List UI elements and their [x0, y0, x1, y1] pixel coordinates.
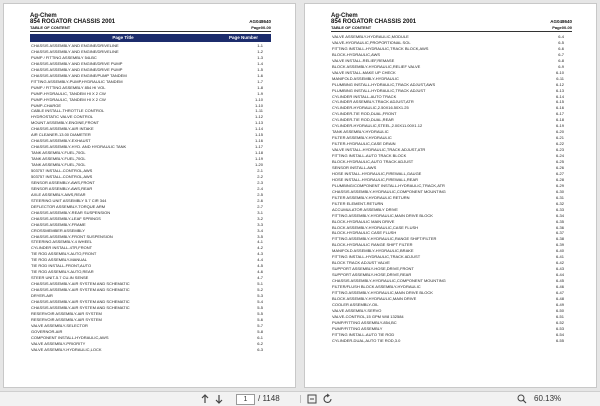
toc-entry-page: 6-39 — [555, 242, 564, 248]
toc-entry-title: CHASSIS ASSEMBLY-EXHAUST — [31, 138, 91, 144]
toc-entry-title: FILTER/FLUSH BLOCK ASSEMBLY-HYDRAULIC — [332, 284, 421, 290]
toc-entry-title: CHASSIS ASSEMBLY-REAR SUSPENSION — [31, 209, 111, 215]
toc-entry-page: 6-17 — [555, 111, 564, 117]
toc-entry-title: CHASSIS ASSEMBLY AND ENGINE/DRIVE PUMP — [31, 60, 123, 66]
toc-entry-page: 4-4 — [257, 257, 263, 263]
toc-entry-title: HYDROSTATIC VALVE CONTROL — [31, 114, 94, 120]
toc-entry-title: BLOCK ASSEMBLY-HYDRAULIC,MAIN DRIVE — [332, 295, 417, 301]
toc-entry-page: 6-4 — [558, 34, 564, 39]
toc-entry-page: 6-34 — [555, 212, 564, 218]
toc-entry-page: 1-15 — [254, 132, 263, 138]
rotate-icon — [322, 392, 334, 406]
toc-entry-title: CABLE INSTALL-THROTTLE CONTROL — [31, 108, 105, 114]
toc-entry-title: PUMP / FITTING ASSEMBLY 54LBC — [31, 54, 97, 60]
header-rule — [30, 31, 271, 32]
zoom-level[interactable]: 60.13% — [534, 394, 562, 403]
toc-entry-title: 503757 INSTALL-CONTROL,AWS — [31, 173, 93, 179]
toc-entry-page: 5-8 — [257, 328, 263, 334]
toc-entry-title: CHASSIS ASSEMBLY-AIR SYSTEM AND SCHEMATIC — [31, 304, 130, 310]
toc-entry-title: CHASSIS ASSEMBLY-AIR SYSTEM AND SCHEMATIC — [31, 281, 130, 287]
toc-entry-title: TANK ASSEMBLY-FUEL,70GL — [31, 156, 86, 162]
toc-entry-page: 2-3 — [257, 179, 263, 185]
toc-entry-title: CHASSIS ASSEMBLY-HYDRAULIC,COMPONENT MOUNTING — [332, 278, 446, 284]
toc-entry-page: 4-6 — [257, 269, 263, 275]
toc-entry-page: 6-3 — [257, 346, 263, 352]
toc-entry-page: 6-18 — [555, 117, 564, 123]
toc-entry-title: DEFLECTOR ASSEMBLY-TORQUE ARM — [31, 203, 106, 209]
toc-entry-page: 6-9 — [558, 63, 564, 69]
toc-entry-title: SUPPORT ASSEMBLY-HOSE,DRIVE,FRONT — [332, 266, 414, 272]
toc-entry-page: 6-41 — [555, 254, 564, 260]
toc-entry-title: CYLINDER INSTALL-AUTO TRACK — [332, 93, 397, 99]
toc-entry-page: 6-38 — [555, 236, 564, 242]
toc-entry-page: 6-31 — [555, 194, 564, 200]
toc-row[interactable] — [30, 347, 271, 353]
toc-entry-page: 6-23 — [555, 147, 564, 153]
toc-entry-title: FILTER-HYDRAULIC,CASE DRAIN — [332, 141, 396, 147]
toc-entry-title: PLUMBING INSTALL-HYDRAULIC,TRACK ADJUST,AWS — [332, 81, 436, 87]
document-subtitle: TABLE OF CONTENT — [30, 25, 71, 30]
toc-header — [30, 34, 271, 42]
toc-header-title: Page Title — [112, 35, 134, 40]
toc-entry-title: PUMP/FITTING ASSEMBLY-854,BC — [332, 319, 397, 325]
toc-entry-title: SENSOR INSTALL-AWS — [332, 164, 377, 170]
toc-entry-title: TIE ROD ASSEMBLY-MANUAL — [31, 257, 88, 263]
toc-entry-page: 1-16 — [254, 138, 263, 144]
toc-entry-title: FITTING INSTALL-HYDRAULIC,TRACK BLOCK,AWS — [332, 45, 429, 51]
toc-entry-page: 5-7 — [257, 322, 263, 328]
toc-entry-title: VALVE ASSEMBLY-HYDRAULIC,LOCK — [31, 346, 102, 352]
toc-entry-title: CYLINDER-TIE ROD,DUAL,FRONT — [332, 111, 397, 117]
toc-entry-title: STEER UNIT-5.7 CU-IN SENSE — [31, 275, 89, 281]
toc-entry-title: CYLINDER ASSEMBLY-TRACK ADJUST,ATR — [332, 99, 414, 105]
toc-entry-title: FITTING ASSEMBLY-HYDRAULIC,MAIN DRIVE BLOCK — [332, 212, 433, 218]
toc-entry-title: TANK ASSEMBLY-FUEL,70GL — [31, 162, 86, 168]
toc-entry-page: 6-11 — [556, 75, 564, 81]
toc-entry-page: 1-20 — [254, 162, 263, 168]
toc-entry-page: 2-1 — [257, 168, 263, 174]
toc-entry-page: 6-32 — [555, 200, 564, 206]
toc-entry-page: 6-1 — [257, 334, 263, 340]
toc-entry-title: GOVERNOR-AIR — [31, 328, 63, 334]
toc-entry-title: VALVE INSTALL-RELIEF,REMASE — [332, 57, 395, 63]
toc-entry-title: CHASSIS ASSEMBLY-HYD. AND HYDRAULIC TANK — [31, 144, 127, 150]
toc-entry-title: TIE ROD INSTALL-FRONT,AUTO — [31, 263, 92, 269]
toc-entry-page: 1-3 — [257, 54, 263, 60]
toc-entry-page: 6-53 — [555, 325, 564, 331]
prev-page-button[interactable] — [200, 392, 210, 406]
toc-entry-page: 6-36 — [555, 224, 564, 230]
toc-entry-page: 3-5 — [257, 233, 263, 239]
toc-entry-page: 1-4 — [257, 60, 263, 66]
header-rule — [331, 31, 572, 32]
toc-entry-page: 6-46 — [555, 284, 564, 290]
toc-entry-title: AIR CLEANER-13.00 DIAMETER — [31, 132, 91, 138]
toc-entry-title: CYLINDER INSTALL-4TR,FRONT — [31, 245, 93, 251]
document-page-right — [304, 3, 597, 388]
toc-entry-page: 6-26 — [555, 164, 564, 170]
toc-entry-page: 3-3 — [257, 221, 263, 227]
toc-entry-title: COOLER ASSEMBLY-OIL — [332, 301, 379, 307]
toc-entry-page: 6-22 — [555, 141, 564, 147]
toc-entry-page: 6-6 — [558, 45, 564, 51]
arrow-down-icon — [214, 392, 224, 406]
toc-entry-page: 4-1 — [257, 239, 263, 245]
toc-entry-page: 3-2 — [257, 215, 263, 221]
toc-entry-title: 503757 INSTALL-CONTROL,AWS — [31, 168, 93, 174]
toc-entry-page: 6-21 — [555, 135, 564, 141]
toc-entry-page: 1-5 — [257, 66, 263, 72]
fit-page-button[interactable] — [306, 392, 318, 406]
toc-entry-page: 6-24 — [555, 153, 564, 159]
toc-entry-title: BLOCK-HYDRAULIC RANGE SHIFT FILTER — [332, 242, 413, 248]
toc-entry-title: SENSOR ASSEMBLY-AWS,REAR — [31, 185, 93, 191]
document-title: 854 ROGATOR CHASSIS 2001 — [30, 19, 116, 25]
toc-entry-page: 5-2 — [257, 287, 263, 293]
fit-page-icon — [306, 392, 318, 406]
toc-entry-page: 1-6 — [257, 72, 263, 78]
toc-entry-title: VALVE INSTALL-MAKE UP CHECK — [332, 69, 396, 75]
toc-entry-page: 6-20 — [555, 129, 564, 135]
toc-entry-title: VALVE INSTALL-HYDRAULIC,TRACK ADJUST,ATR — [332, 147, 426, 153]
toc-entry-page: 4-3 — [257, 251, 263, 257]
toc-entry-page: 2-6 — [257, 197, 263, 203]
toc-entry-page: 3-1 — [257, 209, 263, 215]
toc-entry-title: ACCUMULATOR ASSEMBLY DRIVE — [332, 206, 398, 212]
toc-entry-title: VALVE ASSEMBLY-SERVO — [332, 307, 382, 313]
toc-entry-page: 6-10 — [555, 69, 564, 75]
toc-entry-title: CHASSIS ASSEMBLY-FRONT SUSPENSION — [31, 233, 113, 239]
toc-entry-page: 6-33 — [555, 206, 564, 212]
toc-entry-title: STEERING ASSEMBLY-4 WHEEL — [31, 239, 93, 245]
toc-entry-title: FITTING INSTALL-AUTO TRACK BLOCK — [332, 153, 407, 159]
toc-entry-title: VALVE-CONTROL,15 GPM W/8 132584 — [332, 313, 404, 319]
toc-entry-page: 6-15 — [555, 99, 564, 105]
toc-entry-title: CHASSIS ASSEMBLY AND ENGINE/DRIVELINE — [31, 43, 119, 48]
toc-entry-page: 1-17 — [254, 144, 263, 150]
toolbar-divider — [300, 395, 301, 403]
document-code: AG048640 — [550, 19, 572, 24]
document-title: 854 ROGATOR CHASSIS 2001 — [331, 19, 417, 25]
toc-entry-page: 1-10 — [254, 102, 263, 108]
toc-entry-page: 6-8 — [558, 57, 564, 63]
toc-entry-page: 6-51 — [555, 313, 564, 319]
toc-entry-page: 6-14 — [555, 93, 564, 99]
brand-name: Ag-Chem — [331, 13, 358, 19]
toc-entry-title: TANK ASSEMBLY-FUEL,70GL — [31, 150, 86, 156]
zoom-icon — [516, 392, 528, 406]
toc-entry-title: MANIFOLD ASSEMBLY-HYDRAULIC — [332, 75, 399, 81]
toc-entry-title: HOSE INSTALL-HYDRAULIC,FIREWALL,REAR — [332, 176, 419, 182]
brand-name: Ag-Chem — [30, 13, 57, 19]
document-page-left — [3, 3, 296, 388]
toc-entry-title: PUMP/FITTING ASSEMBLY — [332, 325, 383, 331]
toc-entry-title: CHASSIS ASSEMBLY AND ENGINE/PUMP TANDEM — [31, 72, 127, 78]
next-page-button[interactable] — [214, 392, 224, 406]
toc-entry-title: FILTER ELEMENT-RETURN — [332, 200, 384, 206]
toc-entry-title: CYLINDER-HYDRAULIC,STEEL,2.00X11.00X1.12 — [332, 123, 423, 129]
toc-entry-title: FITTING INSTALL-HYDRAULIC,TRACK ADJUST — [332, 254, 421, 260]
toc-entry-page: 6-55 — [555, 337, 564, 343]
toc-entry-page: 2-2 — [257, 173, 263, 179]
toc-entry-title: RESERVOIR ASSEMBLY-AIR SYSTEM — [31, 316, 102, 322]
toc-entry-page: 1-18 — [254, 150, 263, 156]
toc-entry-title: VALVE ASSEMBLY-PRIORITY — [31, 340, 86, 346]
toc-entry-title: BLOCK-HYDRAULIC MAIN DRIVE — [332, 218, 395, 224]
toc-entry-title: FITTING INSTALL-AUTO TIE ROD — [332, 331, 395, 337]
toc-entry-title: PLUMBING/COMPONENT INSTALL-HYDRAULIC,TRACK,ATR — [332, 182, 445, 188]
toc-entry-page: 1-2 — [257, 48, 263, 54]
toc-entry-page: 1-12 — [254, 114, 263, 120]
toc-entry-page: 2-4 — [257, 185, 263, 191]
rotate-button[interactable] — [322, 392, 334, 406]
toc-entry-title: VALVE ASSEMBLY-HYDRAULIC,MODULE — [332, 34, 409, 39]
toc-list-left — [30, 43, 271, 353]
toc-row[interactable] — [331, 338, 572, 344]
toc-entry-title: CHASSIS ASSEMBLY-HYDRAULIC,COMPONENT MOUNTING — [332, 188, 446, 194]
toc-entry-title: SENSOR ASSEMBLY-AWS,FRONT — [31, 179, 95, 185]
toc-entry-title: TIE ROD ASSEMBLY-AUTO,FRONT — [31, 251, 97, 257]
toc-entry-page: 6-35 — [555, 218, 564, 224]
toc-entry-page: 1-10 — [254, 96, 263, 102]
toc-entry-title: CROSSMEMBER ASSEMBLY — [31, 227, 85, 233]
viewer-toolbar — [0, 391, 600, 406]
toc-entry-page: 6-25 — [555, 159, 564, 165]
toc-entry-title: RESERVOIR ASSEMBLY-AIR SYSTEM — [31, 310, 102, 316]
toc-entry-title: BLOCK ASSEMBLY-HYDRAULIC,CASE FLUSH — [332, 224, 419, 230]
toc-entry-title: STEERING UNIT ASSEMBLY 5.7 CIR 344 — [31, 197, 107, 203]
toc-entry-page: 6-2 — [257, 340, 263, 346]
toc-entry-page: 6-5 — [558, 39, 564, 45]
document-code: AG048640 — [249, 19, 271, 24]
toc-entry-title: BLOCK TRACK ADJUST VALVE — [332, 260, 390, 266]
toc-entry-page: 6-30 — [555, 188, 564, 194]
toc-entry-title: FITTING ASSEMBLY-PUMP,HYDRAULIC TANDEM — [31, 78, 123, 84]
toc-entry-page: 5-5 — [257, 304, 263, 310]
toc-entry-title: BLOCK-HYDRAULIC,AUTO TRACK ADJUST — [332, 159, 414, 165]
toc-entry-page: 6-7 — [558, 51, 564, 57]
toc-entry-page: 6-44 — [555, 272, 564, 278]
toc-entry-title: SUPPORT ASSEMBLY-HOSE,DRIVE,REAR — [332, 272, 412, 278]
toc-header-page: Page Number — [228, 35, 258, 40]
toc-entry-page: 1-8 — [257, 84, 263, 90]
document-subtitle: TABLE OF CONTENT — [331, 25, 372, 30]
toc-entry-page: 2-5 — [257, 191, 263, 197]
toc-entry-page: 6-29 — [555, 182, 564, 188]
toc-entry-page: 6-52 — [555, 319, 564, 325]
toc-entry-title: PUMP / FITTING ASSEMBLY 854 HI VOL — [31, 84, 106, 90]
toc-entry-title: CYLINDER-TIE ROD,DUAL,REAR — [332, 117, 394, 123]
toc-entry-title: CHASSIS ASSEMBLY AND ENGINE/DRIVELINE — [31, 48, 119, 54]
zoom-menu-button[interactable] — [516, 392, 528, 406]
toc-entry-title: CYLINDER-DUAL,AUTO TIE ROD,3.0 — [332, 337, 401, 343]
toc-entry-title: CHASSIS ASSEMBLY-AIR INTAKE — [31, 126, 94, 132]
toc-entry-page: 5-1 — [257, 281, 263, 287]
toc-entry-page: 5-4 — [257, 298, 263, 304]
toc-entry-title: AXLE ASSEMBLY-AWS,REAR — [31, 191, 86, 197]
toc-entry-title: FILTER ASSEMBLY-HYDRAULIC RETURN — [332, 194, 410, 200]
toc-entry-page: 1-19 — [254, 156, 263, 162]
toc-entry-title: COMPONENT INSTALL-HYDRAULIC,AWS — [31, 334, 109, 340]
toc-entry-page: 6-54 — [555, 331, 564, 337]
toc-entry-page: 6-42 — [555, 260, 564, 266]
toc-entry-page: 6-43 — [555, 266, 564, 272]
toc-entry-page: 4-5 — [257, 263, 263, 269]
toc-entry-title: PUMP-HYDRAULIC, TANDEM HI X 2 CW — [31, 90, 106, 96]
toc-entry-page: 6-47 — [555, 289, 564, 295]
toc-entry-page: 6-37 — [555, 230, 564, 236]
toc-entry-title: TIE ROD ASSEMBLY-AUTO,REAR — [31, 269, 94, 275]
toc-entry-title: CYLINDER-HYDRAULIC,2.50X16.50X1.25 — [332, 105, 409, 111]
toc-entry-title: MOUNT ASSEMBLY-ENGINE,FRONT — [31, 120, 99, 126]
toc-entry-page: 6-12 — [555, 81, 564, 87]
toc-entry-page: 4-7 — [257, 275, 263, 281]
toc-entry-page: 6-45 — [555, 278, 564, 284]
toc-entry-page: 4-2 — [257, 245, 263, 251]
toc-entry-title: FILTER ASSEMBLY-HYDRAULIC — [332, 135, 392, 141]
toc-entry-page: 6-28 — [555, 176, 564, 182]
toc-list-right — [331, 34, 572, 344]
toc-entry-title: DRYER-AIR — [31, 293, 53, 299]
toc-entry-page: 3-4 — [257, 227, 263, 233]
toc-entry-page: 6-50 — [555, 307, 564, 313]
toc-entry-title: CHASSIS ASSEMBLY AND ENGINE/DRIVE PUMP — [31, 66, 123, 72]
toc-entry-title: HOSE INSTALL-HYDRAULIC,FIREWALL,GAUGE — [332, 170, 422, 176]
toc-entry-title: MANIFOLD ASSEMBLY-HYDRAULIC,BRAKE — [332, 248, 414, 254]
toc-entry-title: CHASSIS ASSEMBLY-LEAF SPRINGS — [31, 215, 101, 221]
toc-entry-page: 5-3 — [257, 293, 263, 299]
toc-entry-title: VALVE-HYDRAULIC,PROPORTIONAL SOL — [332, 39, 411, 45]
toc-entry-page: 1-7 — [257, 78, 263, 84]
toc-entry-title: FITTING ASSEMBLY-HYDRAULIC,RANGE SHIFT/FILTER — [332, 236, 437, 242]
toc-entry-title: FITTING ASSEMBLY-HYDRAULIC,MAIN DRIVE BLOCK — [332, 289, 433, 295]
toc-entry-page: 5-6 — [257, 316, 263, 322]
toc-entry-title: BLOCK-HYDRAULIC CASE FLUSH — [332, 230, 397, 236]
toc-entry-title: PUMP-HYDRAULIC, TANDEM HI X 2 CW — [31, 96, 106, 102]
toc-entry-title: TANK ASSEMBLY-HYDRAULIC — [332, 129, 389, 135]
toc-entry-page: 1-1 — [257, 43, 263, 48]
toc-entry-page: 1-14 — [254, 126, 263, 132]
toc-entry-title: BLOCK ASSEMBLY-HYDRAULIC,RELIEF VALVE — [332, 63, 421, 69]
toc-entry-title: PUMP-CHARGE — [31, 102, 62, 108]
toc-entry-page: 6-40 — [555, 248, 564, 254]
toc-entry-page: 6-49 — [555, 301, 564, 307]
toc-entry-page: 1-9 — [257, 90, 263, 96]
toc-entry-title: PLUMBING INSTALL-HYDRAULIC,TRACK ADJUST — [332, 87, 426, 93]
toc-entry-page: 5-5 — [257, 310, 263, 316]
toc-entry-page: 6-27 — [555, 170, 564, 176]
toc-entry-title: CHASSIS ASSEMBLY-FRAME — [31, 221, 86, 227]
arrow-up-icon — [200, 392, 210, 406]
toc-entry-page: 6-13 — [555, 87, 564, 93]
toc-entry-title: VALVE ASSEMBLY-SELECTOR — [31, 322, 88, 328]
toc-entry-page: 6-48 — [555, 295, 564, 301]
toc-entry-page: 6-16 — [555, 105, 564, 111]
page-total: / 1148 — [258, 394, 280, 403]
toc-entry-page: 1-13 — [254, 120, 263, 126]
toc-entry-title: CHASSIS ASSEMBLY-AIR SYSTEM AND SCHEMATIC — [31, 298, 130, 304]
page-number-input[interactable]: 1 — [236, 394, 255, 405]
toc-entry-title: BLOCK-HYDRAULIC,AWS — [332, 51, 381, 57]
toc-entry-page: 2-7 — [257, 203, 263, 209]
toc-entry-page: 1-11 — [255, 108, 263, 114]
toc-entry-page: 6-19 — [555, 123, 564, 129]
document-page-label: Page00-00 — [552, 25, 572, 30]
toc-entry-title: CHASSIS ASSEMBLY-AIR SYSTEM AND SCHEMATIC — [31, 287, 130, 293]
document-page-label: Page00-00 — [251, 25, 271, 30]
